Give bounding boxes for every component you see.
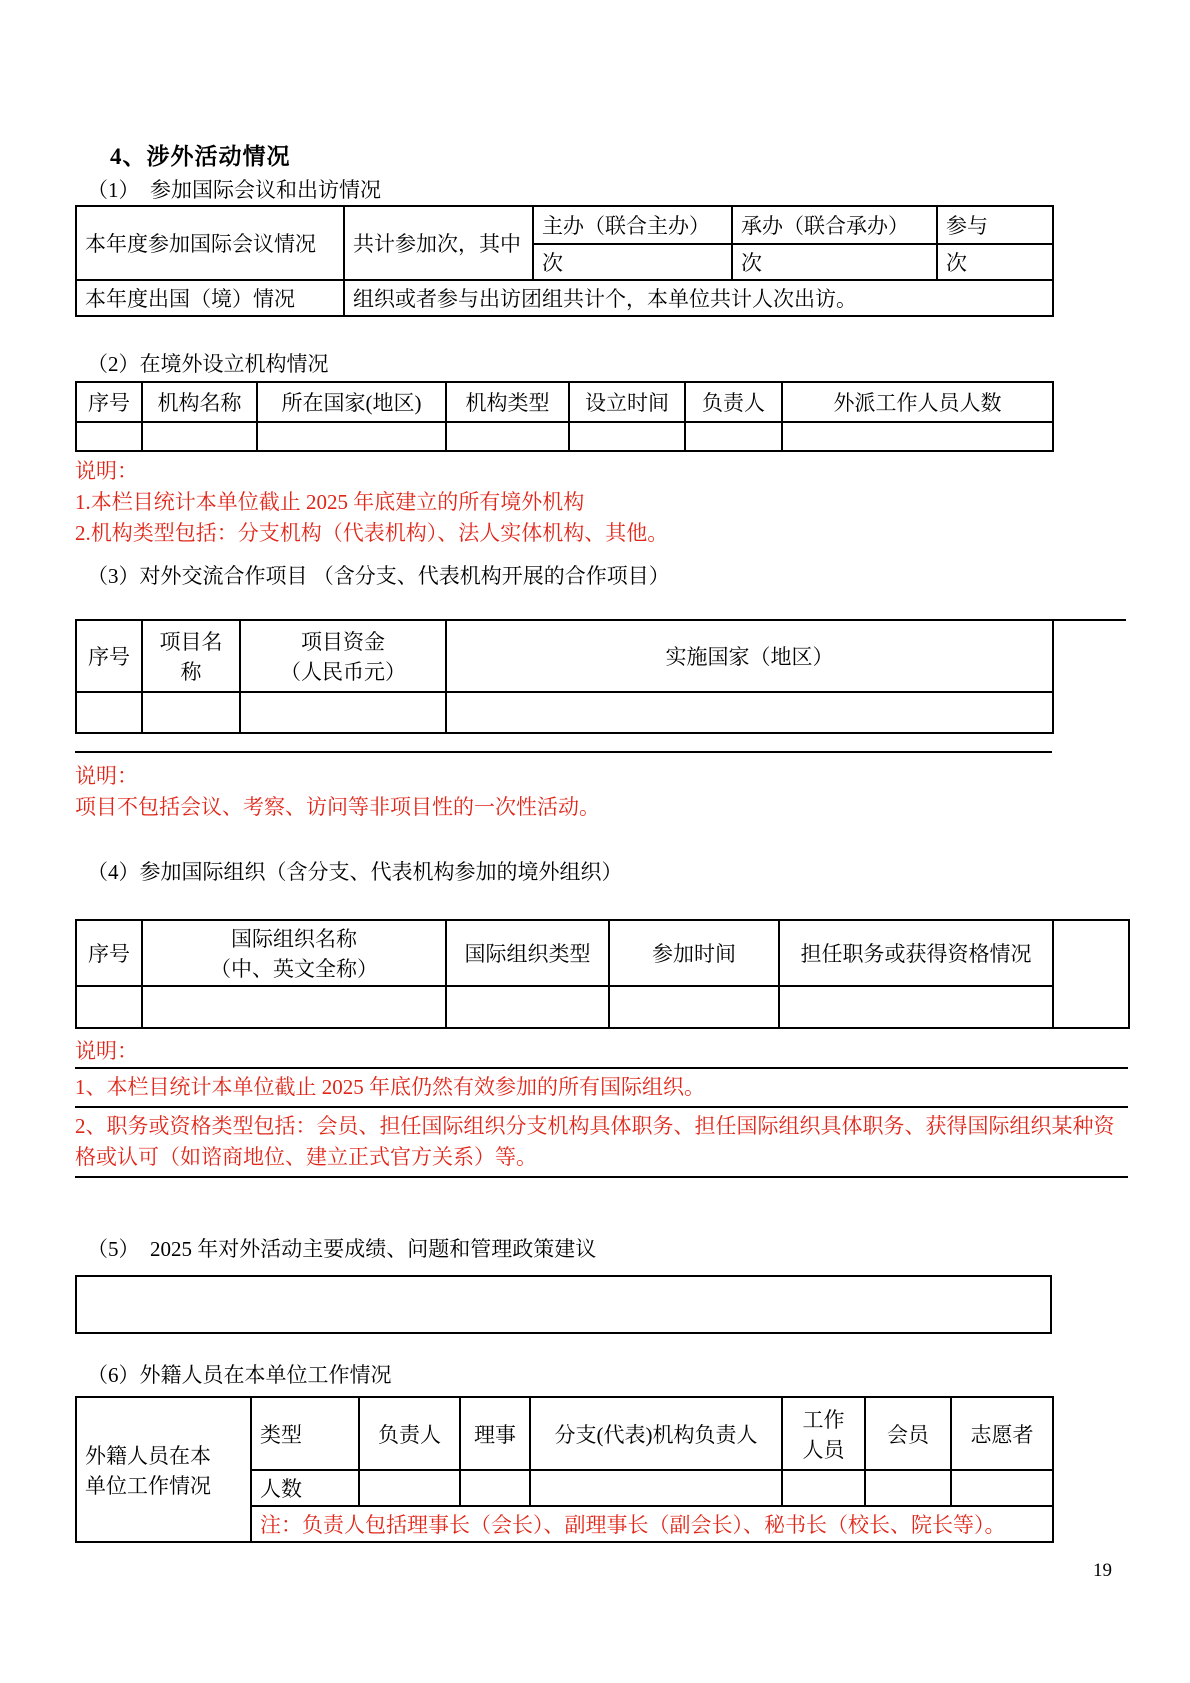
heading-annual-summary: （5） 2025 年对外活动主要成绩、问题和管理政策建议 bbox=[87, 1237, 597, 1261]
col-undertake-label: 承办（联合承办） bbox=[732, 206, 937, 244]
header-intl-org-name: 国际组织名称 （中、英文全称） bbox=[142, 920, 446, 986]
undertake-times-cell[interactable]: 次 bbox=[732, 244, 937, 280]
blank-cell[interactable] bbox=[569, 422, 685, 451]
header-cat-member: 会员 bbox=[865, 1397, 951, 1470]
blank-cell[interactable] bbox=[240, 692, 446, 733]
blank-cell[interactable] bbox=[951, 1470, 1053, 1506]
page-content bbox=[0, 138, 1190, 1543]
header-cat-director: 理事 bbox=[460, 1397, 530, 1470]
header-index: 序号 bbox=[76, 920, 142, 986]
divider-line bbox=[75, 1106, 1128, 1108]
table-cooperation-projects bbox=[75, 619, 1126, 734]
blank-cell[interactable] bbox=[530, 1470, 782, 1506]
heading-overseas-org: （2）在境外设立机构情况 bbox=[87, 352, 329, 376]
blank-cell[interactable] bbox=[460, 1470, 530, 1506]
col-host-label: 主办（联合主办） bbox=[533, 206, 732, 244]
blank-cell[interactable] bbox=[609, 986, 779, 1028]
header-org-name: 机构名称 bbox=[142, 382, 257, 422]
header-cat-branch-leader: 分支(代表)机构负责人 bbox=[530, 1397, 782, 1470]
header-project-fund: 项目资金 （人民币元） bbox=[240, 620, 446, 692]
note-s4-1: 1、本栏目统计本单位截止 2025 年底仍然有效参加的所有国际组织。 bbox=[75, 1075, 705, 1099]
notes-title-s4: 说明： bbox=[75, 1039, 138, 1063]
header-expat-count: 外派工作人员人数 bbox=[782, 382, 1053, 422]
header-setup-time: 设立时间 bbox=[569, 382, 685, 422]
header-org-type: 机构类型 bbox=[446, 382, 569, 422]
blank-cell[interactable] bbox=[142, 422, 257, 451]
abroad-row-label: 本年度出国（境）情况 bbox=[76, 280, 344, 316]
heading-foreign-staff: （6）外籍人员在本单位工作情况 bbox=[87, 1363, 392, 1387]
note-s2-1: 1.本栏目统计本单位截止 2025 年底建立的所有境外机构 bbox=[75, 490, 585, 514]
blank-cell[interactable] bbox=[782, 422, 1053, 451]
note-s2-2: 2.机构类型包括：分支机构（代表机构）、法人实体机构、其他。 bbox=[75, 521, 669, 545]
header-join-time: 参加时间 bbox=[609, 920, 779, 986]
abroad-row-value[interactable]: 组织或者参与出访团组共计个，本单位共计人次出访。 bbox=[344, 280, 1053, 316]
annual-summary-input-box[interactable] bbox=[75, 1275, 1052, 1334]
blank-cell[interactable] bbox=[359, 1470, 460, 1506]
heading-international-meetings: （1） 参加国际会议和出访情况 bbox=[87, 178, 381, 202]
note-s6: 注：负责人包括理事长（会长）、副理事长（副会长）、秘书长（校长、院长等）。 bbox=[251, 1506, 1053, 1542]
blank-cell[interactable] bbox=[257, 422, 446, 451]
divider-line bbox=[75, 751, 1052, 753]
host-times-cell[interactable]: 次 bbox=[533, 244, 732, 280]
notes-title-s3: 说明： bbox=[75, 764, 138, 788]
table-foreign-staff bbox=[75, 1396, 1054, 1543]
blank-cell[interactable] bbox=[142, 986, 446, 1028]
heading-cooperation-projects: （3）对外交流合作项目 （含分支、代表机构开展的合作项目） bbox=[87, 564, 670, 588]
blank-cell[interactable] bbox=[142, 692, 240, 733]
meetings-row-label: 本年度参加国际会议情况 bbox=[76, 206, 344, 280]
blank-cell[interactable] bbox=[446, 692, 1053, 733]
divider-line bbox=[75, 1067, 1128, 1069]
header-leader: 负责人 bbox=[685, 382, 782, 422]
blank-cell[interactable] bbox=[76, 422, 142, 451]
header-impl-country: 实施国家（地区） bbox=[446, 620, 1053, 692]
header-cat-staff: 工作 人员 bbox=[782, 1397, 865, 1470]
table-overseas-org bbox=[75, 381, 1054, 452]
blank-cell[interactable] bbox=[685, 422, 782, 451]
notes-title-s2: 说明： bbox=[75, 459, 138, 483]
header-index: 序号 bbox=[76, 620, 142, 692]
blank-cell[interactable] bbox=[446, 422, 569, 451]
blank-cell[interactable] bbox=[76, 986, 142, 1028]
table-international-orgs bbox=[75, 919, 1130, 1029]
note-s3-1: 项目不包括会议、考察、访问等非项目性的一次性活动。 bbox=[75, 795, 600, 819]
header-country: 所在国家(地区) bbox=[257, 382, 446, 422]
foreign-staff-side-label: 外籍人员在本 单位工作情况 bbox=[76, 1397, 251, 1542]
header-position: 担任职务或获得资格情况 bbox=[779, 920, 1053, 986]
note-s4-2: 2、职务或资格类型包括：会员、担任国际组织分支机构具体职务、担任国际组织具体职务、获得国际组织某种资格或认可（如谘商地位、建立正式官方关系）等。 bbox=[75, 1114, 1115, 1169]
blank-cell[interactable] bbox=[865, 1470, 951, 1506]
header-project-name: 项目名称 bbox=[142, 620, 240, 692]
meetings-total-label: 共计参加次，其中 bbox=[344, 206, 533, 280]
table-international-meetings bbox=[75, 205, 1054, 317]
join-times-cell[interactable]: 次 bbox=[937, 244, 1053, 280]
blank-cell[interactable] bbox=[76, 692, 142, 733]
blank-cell[interactable] bbox=[782, 1470, 865, 1506]
heading-international-orgs: （4）参加国际组织（含分支、代表机构参加的境外组织） bbox=[87, 860, 623, 884]
section-title: 4、涉外活动情况 bbox=[110, 144, 291, 169]
blank-cell[interactable] bbox=[779, 986, 1053, 1028]
page-number: 19 bbox=[1093, 1560, 1112, 1581]
header-cat-leader: 负责人 bbox=[359, 1397, 460, 1470]
count-row-label: 人数 bbox=[251, 1470, 359, 1506]
header-type: 类型 bbox=[251, 1397, 359, 1470]
header-intl-org-type: 国际组织类型 bbox=[446, 920, 609, 986]
phantom-column bbox=[1053, 620, 1126, 733]
header-index: 序号 bbox=[76, 382, 142, 422]
header-cat-volunteer: 志愿者 bbox=[951, 1397, 1053, 1470]
blank-cell[interactable] bbox=[446, 986, 609, 1028]
divider-line bbox=[75, 1176, 1128, 1178]
phantom-column bbox=[1053, 920, 1129, 1028]
col-join-label: 参与 bbox=[937, 206, 1053, 244]
